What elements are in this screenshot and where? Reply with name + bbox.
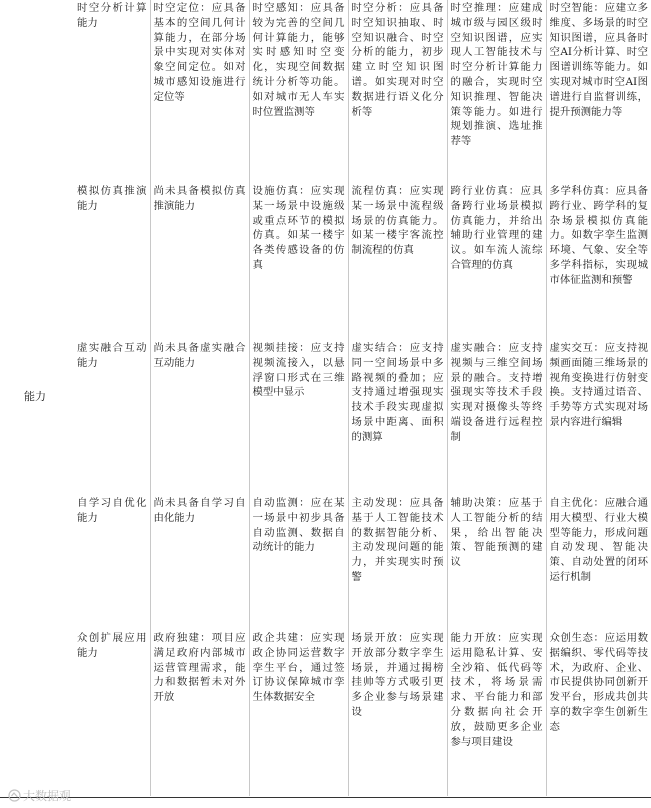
table-cell: 虚实融合：应支持视频与三维空间场景的融合。支持增强现实等技术手段实现对摄像头等终端设备进行远程控制 [447,340,546,495]
table-cell: 尚未具备模拟仿真推演能力 [150,183,249,340]
table-cell: 视频挂接：应支持视频流接入，以悬浮窗口形式在三维模型中显示 [249,340,348,495]
row-label: 自学习自优化能力 [77,497,147,524]
row-label: 虚实融合互动能力 [77,342,147,369]
table-cell: 自主优化：应融合通用大模型、行业大模型等能力，形成问题自动发现、智能决策、自动处置的闭环运行机制 [546,495,651,630]
table-cell: 尚未具备自学习自由化能力 [150,495,249,630]
table-row [0,630,651,796]
table-row [0,183,651,340]
table-cell: 设施仿真：应实现某一场景中设施级或重点环节的模拟仿真。如某一楼宇各类传感设备的仿真 [249,183,348,340]
row-label: 模拟仿真推演能力 [77,185,147,212]
table-bottom-rule [0,797,651,798]
table-cell: 流程仿真：应实现某一场景中流程级场景的仿真能力。如某一楼宇客流控制流程的仿真 [348,183,447,340]
row-label: 众创扩展应用能力 [77,632,147,659]
row-label: 时空分析计算能力 [77,2,147,29]
table-cell: 虚实结合：应支持同一空间场景中多路视频的叠加；应支持通过增强现实技术手段实现虚拟场景中距离、面积的测算 [348,340,447,495]
table-cell: 多学科仿真：应具备跨行业、跨学科的复杂场景模拟仿真能力。如数字孪生监测环境、气象、安全等多学科指标，实现城市体征监测和预警 [546,183,651,340]
table-cell: 自动监测：应在某一场景中初步具备自动监测、数据自动统计的能力 [249,495,348,630]
table-cell: 政企共建：应实现政企协同运营数字孪生平台，通过签订协议保障城市孪生体数据安全 [249,630,348,796]
table-cell: 能力开放：应实现运用隐私计算、安全沙箱、低代码等技术，将场景需求、平台能力和部分数据向社会开放，鼓励更多企业参与项目建设 [447,630,546,796]
table-cell: 场景开放：应实现开放部分数字孪生场景，并通过揭榜挂帅等方式吸引更多企业参与场景建设 [348,630,447,796]
table-row [0,495,651,630]
table-cell: 时空推理：应建成城市级与园区级时空知识图谱，应实现人工智能技术与时空分析计算能力的融合，实现时空知识推理、智能决策等能力。如进行规划推演、选址推荐等 [447,0,546,183]
table-cell: 主动发现：应具备基于人工智能技术的数据智能分析、主动发现问题的能力，并实现实时预警 [348,495,447,630]
table-cell: 虚实交互：应支持视频画面随三维场景的视角变换进行仿射变换。支持通过语音、手势等方式实现对场景内容进行编辑 [546,340,651,495]
table-row [0,340,651,495]
table-cell: 时空分析：应具备时空知识抽取、时空知识融合、时空分析的能力，初步建立时空知识图谱。如实现对时空数据进行语义化分析等 [348,0,447,183]
table-cell: 跨行业仿真：应具备跨行业场景模拟仿真能力，并给出辅助行业管理的建议。如车流人流综合管理的仿真 [447,183,546,340]
table-cell: 时空智能：应建立多维度、多场景的时空知识图谱，应具备时空AI分析计算、时空图谱训练等能力。如实现对城市时空AI图谱进行自监督训练，提升预测能力等 [546,0,651,183]
watermark [8,787,71,804]
category-label: 能力 [24,390,46,403]
table-cell: 众创生态：应运用数据编织、零代码等技术，为政府、企业、市民提供协同创新开发平台，形成共创共享的数字孪生创新生态 [546,630,651,796]
table-cell: 辅助决策：应基于人工智能分析的结果，给出智能决策、智能预测的建议 [447,495,546,630]
watermark-logo-icon [8,789,21,802]
table-cell: 政府独建：项目应满足政府内部城市运营管理需求，能力和数据暂未对外开放 [150,630,249,796]
table-row [0,0,651,183]
table-cell: 尚未具备虚实融合互动能力 [150,340,249,495]
table-cell: 时空感知：应具备较为完善的空间几何计算能力，能够实时感知时空变化，实现空间数据统计分析等功能。如对城市无人车实时位置监测等 [249,0,348,183]
watermark-text: 大数据观 [23,789,72,803]
table-cell: 时空定位：应具备基本的空间几何计算能力，在部分场景中实现对实体对象空间定位。如对城市感知设施进行定位等 [150,0,249,183]
